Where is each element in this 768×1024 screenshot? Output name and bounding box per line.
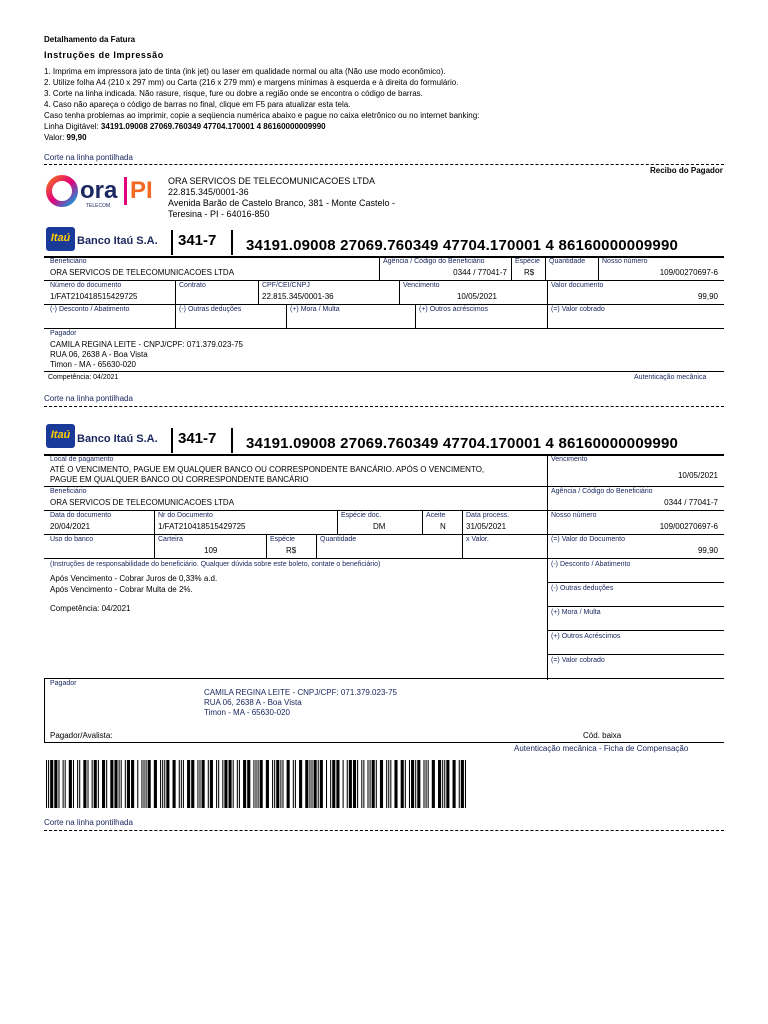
barcode-bar [405,760,406,808]
local-pagamento-line-2: PAGUE EM QUALQUER BANCO OU CORRESPONDENTE BANCÁRIO [50,475,309,484]
divider [547,654,724,655]
barcode-bar [197,760,198,808]
slip-agencia-label: Agência / Código do Beneficiário [551,488,653,495]
divider [44,328,724,329]
beneficiario-value: ORA SERVICOS DE TELECOMUNICACOES LTDA [50,268,235,277]
barcode-bar [266,760,269,808]
divider [231,230,233,255]
barcode-bar [417,760,420,808]
barcode-bar [224,760,227,808]
especie-label: Espécie [515,258,540,265]
barcode-bar [423,760,424,808]
barcode-bar [143,760,144,808]
barcode-bar [243,760,246,808]
slip-agencia-value: 0344 / 77041-7 [664,498,718,507]
barcode-bar [114,760,117,808]
slip-pagador-line-1: CAMILA REGINA LEITE - CNPJ/CPF: 071.379.023-75 [204,688,397,697]
barcode-bar [326,760,327,808]
nr-documento-label: Nr do Documento [158,512,213,519]
company-name: ORA SERVICOS DE TELECOMUNICACOES LTDA [168,176,376,186]
barcode-bar [79,760,80,808]
barcode-bar [459,760,460,808]
barcode-bar [187,760,190,808]
barcode-bar [332,760,335,808]
barcode-bar [287,760,290,808]
divider [286,304,287,328]
instruction-1: 1. Imprima em impressora jato de tinta (ink jet) ou laser em qualidade normal ou alta (Não use modo econômico). [44,67,446,76]
local-pagamento-line-1: ATÉ O VENCIMENTO, PAGUE EM QUALQUER BANCO OU CORRESPONDENTE BANCÁRIO. APÓS O VENCIMENTO, [50,465,485,474]
linha-value[interactable]: 34191.09008 27069.760349 47704.170001 4 86160000009990 [100,122,326,131]
acrescimos-label: (+) Outros acréscimos [419,306,489,313]
barcode-bar [131,760,134,808]
valor-doc-label: Valor documento [551,282,604,289]
itau-logo-slip [46,424,75,448]
divider [547,582,724,583]
quantidade-label: Quantidade [549,258,586,265]
barcode-bar [432,760,435,808]
divider [379,256,380,280]
mora-label: (+) Mora / Multa [290,306,340,313]
slip-acrescimos-label: (+) Outros Acréscimos [551,633,621,640]
barcode-bar [154,760,157,808]
data-documento-label: Data do documento [50,512,112,519]
barcode-bar [372,760,375,808]
x-valor-label: x Valor. [466,536,489,543]
divider [547,280,548,304]
problem-note: Caso tenha problemas ao imprimir, copie a seqüencia numérica abaixo e pague no caixa eletrônico ou no internet banking: [44,111,480,120]
cut-label-3: Corte na linha pontilhada [44,818,133,827]
divider [44,742,724,743]
divider [547,630,724,631]
carteira-value: 109 [204,546,218,555]
divider [44,280,724,281]
instrucao-competencia: Competência: 04/2021 [50,604,131,613]
data-process-label: Data process. [466,512,510,519]
barcode-bar [181,760,182,808]
itau-logo-text: Itaú [50,429,71,441]
instrucao-multa: Após Vencimento - Cobrar Multa de 2%. [50,585,193,594]
divider [337,510,338,534]
valor-doc-value: 99,90 [697,292,718,301]
logo-ora-text: ora [80,177,118,204]
barcode-bar [106,760,107,808]
barcode-bar [442,760,443,808]
carteira-label: Carteira [158,536,183,543]
competencia-receipt: Competência: 04/2021 [48,374,119,381]
barcode-bar [314,760,317,808]
barcode-bar [272,760,273,808]
barcode-bar [237,760,238,808]
pagador-line-1: CAMILA REGINA LEITE - CNPJ/CPF: 071.379.023-75 [50,340,243,349]
slip-vencimento-label: Vencimento [551,456,588,463]
especie-doc-label: Espécie doc. [341,512,382,519]
barcode-bar [370,760,371,808]
divider [266,534,267,558]
slip-outras-label: (-) Outras deduções [551,585,614,592]
slip-desconto-label: (-) Desconto / Abatimento [551,561,631,568]
barcode-bar [48,760,49,808]
cpf-label: CPF/CEI/CNPJ [262,282,310,289]
slip-pagador-label: Pagador [50,680,77,687]
barcode-bar [258,760,259,808]
divider [258,280,259,304]
barcode-bar [222,760,223,808]
barcode-bar [276,760,279,808]
barcode-bar [311,760,312,808]
divider [316,534,317,558]
pagador-line-2: RUA 06, 2638 A - Boa Vista [50,350,148,359]
itau-logo-text: Itaú [50,232,71,244]
barcode-bar [210,760,213,808]
linha-digitavel-slip[interactable]: 34191.09008 27069.760349 47704.170001 4 86160000009990 [246,435,679,452]
barcode-bar [83,760,86,808]
aceite-label: Aceite [426,512,446,519]
barcode-bar [166,760,169,808]
divider [154,510,155,534]
divider [44,534,724,535]
divider [545,256,546,280]
barcode-bar [50,760,53,808]
barcode-bar [305,760,308,808]
divider [44,486,724,487]
divider [175,280,176,304]
vencimento-label: Vencimento [403,282,440,289]
barcode-bar [98,760,99,808]
barcode-bar [386,760,387,808]
barcode-bar [121,760,122,808]
divider [598,256,599,280]
cut-line-2 [44,406,724,407]
valor-label: Valor: [44,133,67,142]
barcode-bar [92,760,93,808]
barcode-bar [438,760,441,808]
slip-beneficiario-value: ORA SERVICOS DE TELECOMUNICACOES LTDA [50,498,235,507]
barcode-bar [363,760,364,808]
barcode-bar [137,760,138,808]
pagador-line-3: Timon - MA - 65630-020 [50,360,136,369]
barcode-bar [446,760,449,808]
company-cnpj: 22.815.345/0001-36 [168,187,249,197]
slip-nosso-label: Nosso número [551,512,597,519]
local-pagamento-label: Local de pagamento [50,456,114,463]
barcode-bar [444,760,445,808]
barcode-bar [119,760,120,808]
divider [399,280,400,304]
numdoc-label: Número do documento [50,282,122,289]
barcode-bar [453,760,456,808]
cut-label-1: Corte na linha pontilhada [44,153,133,162]
barcode-bar [73,760,74,808]
especie-value: R$ [524,268,535,277]
divider [231,428,233,453]
barcode-bar [58,760,59,808]
barcode-bar [146,760,147,808]
barcode-bar [388,760,389,808]
barcode-bar [160,760,161,808]
barcode-bar [280,760,281,808]
instruction-2: 2. Utilize folha A4 (210 x 297 mm) ou Carta (216 x 279 mm) e margens mínimas à esquerda e à direita do formulário. [44,78,459,87]
valor-line [44,133,87,143]
logo-sub-text: TELECOM [86,203,111,209]
valor-documento-label: (=) Valor do Documento [551,536,625,543]
slip-pagador-line-2: RUA 06, 2638 A - Boa Vista [204,698,302,707]
divider [44,678,724,679]
barcode-bar [46,760,47,808]
barcode-bar [218,760,219,808]
recibo-label: Recibo do Pagador [650,166,723,175]
barcode-bar [318,760,319,808]
barcode-bar [87,760,88,808]
slip-quantidade-label: Quantidade [320,536,357,543]
contrato-label: Contrato [179,282,206,289]
barcode-bar [411,760,414,808]
vencimento-value: 10/05/2021 [456,292,497,301]
barcode-bar [247,760,250,808]
agencia-label: Agência / Código do Beneficiário [383,258,485,265]
bank-name: Banco Itaú S.A. [77,235,158,247]
company-address-2: Teresina - PI - 64016-850 [168,209,270,219]
page-title: Detalhamento da Fatura [44,35,136,44]
barcode-bar [309,760,310,808]
divider [171,230,173,255]
divider [462,510,463,534]
barcode-bar [295,760,296,808]
uso-banco-label: Uso do banco [50,536,94,543]
barcode-bar [179,760,180,808]
cut-line-3 [44,830,724,831]
nr-documento-value: 1/FAT210418515429725 [158,522,246,531]
linha-digitavel [44,122,326,132]
nosso-label: Nosso número [602,258,648,265]
barcode-bar [330,760,331,808]
company-address-1: Avenida Barão de Castelo Branco, 381 - Monte Castelo - [168,198,395,208]
barcode-bar [255,760,256,808]
especie-doc-value: DM [373,522,386,531]
barcode-bar [274,760,275,808]
barcode-bar [320,760,323,808]
slip-especie-label: Espécie [270,536,295,543]
barcode-bar [69,760,72,808]
barcode-bar [229,760,232,808]
nosso-value: 109/00270697-6 [659,268,718,277]
barcode-bar [299,760,302,808]
ora-pi-logo [44,172,164,212]
barcode-bar [183,760,184,808]
barcode-bar [239,760,240,808]
data-process-value: 31/05/2021 [466,522,507,531]
autenticacao-ficha: Autenticação mecânica - Ficha de Compensação [514,744,689,753]
valor-cobrado-label: (=) Valor cobrado [551,306,605,313]
barcode-bar [336,760,339,808]
barcode-bar [208,760,209,808]
barcode-bar [461,760,464,808]
divider [462,534,463,558]
cut-label-2: Corte na linha pontilhada [44,394,133,403]
barcode-bar [282,760,283,808]
barcode-bar [260,760,263,808]
valor-value: 99,90 [66,133,87,142]
divider [44,678,45,742]
barcode-icon [46,760,466,808]
barcode-bar [349,760,352,808]
barcode-bar [141,760,142,808]
cpf-value: 22.815.345/0001-36 [262,292,334,301]
barcode-bar [380,760,383,808]
barcode-bar [376,760,377,808]
barcode-bar [77,760,78,808]
barcode [46,760,466,808]
divider [44,371,724,372]
barcode-bar [390,760,391,808]
divider [44,558,724,559]
barcode-bar [125,760,126,808]
barcode-bar [63,760,64,808]
divider [547,304,548,328]
barcode-bar [465,760,466,808]
divider [171,428,173,453]
agencia-value: 0344 / 77041-7 [453,268,507,277]
slip-especie-value: R$ [286,546,297,555]
pagador-label: Pagador [50,330,77,337]
valor-documento-value: 99,90 [697,546,718,555]
autenticacao-receipt: Autenticação mecânica [634,374,707,381]
barcode-bar [293,760,294,808]
barcode-bar [202,760,205,808]
barcode-bar [65,760,66,808]
instructions-title: Instruções de Impressão [44,50,164,60]
barcode-bar [162,760,163,808]
cod-baixa-label: Cód. baixa [583,731,622,740]
barcode-bar [343,760,344,808]
logo-pi-text: PI [130,177,153,204]
divider [511,256,512,280]
desconto-label: (-) Desconto / Abatimento [50,306,130,313]
barcode-bar [54,760,57,808]
divider [415,304,416,328]
itau-logo [46,227,75,251]
barcode-bar [164,760,165,808]
slip-beneficiario-label: Beneficiário [50,488,87,495]
barcode-bar [353,760,356,808]
barcode-bar [127,760,130,808]
cut-line-1 [44,164,724,165]
barcode-bar [199,760,200,808]
bank-code-slip: 341-7 [178,430,217,447]
instrucoes-label: (Instruções de responsabilidade do beneficiário. Qualquer dúvida sobre este boleto, contate o beneficiário) [50,561,381,568]
barcode-bar [394,760,397,808]
bank-code: 341-7 [178,232,217,249]
barcode-bar [415,760,416,808]
barcode-bar [409,760,410,808]
divider [422,510,423,534]
divider [547,606,724,607]
divider [44,510,724,511]
barcode-bar [428,760,429,808]
slip-mora-label: (+) Mora / Multa [551,609,601,616]
slip-pagador-line-3: Timon - MA - 65630-020 [204,708,290,717]
barcode-bar [110,760,113,808]
aceite-value: N [440,522,446,531]
bank-name-slip: Banco Itaú S.A. [77,433,158,445]
divider [547,454,548,680]
linha-label: Linha Digitável: [44,122,101,131]
divider [44,454,724,456]
instruction-3: 3. Corte na linha indicada. Não rasure, risque, fure ou dobre a região onde se encontra o código de barras. [44,89,423,98]
pagador-avalista-label: Pagador/Avalista: [50,731,113,740]
barcode-bar [357,760,358,808]
barcode-bar [347,760,348,808]
barcode-bar [233,760,234,808]
data-documento-value: 20/04/2021 [50,522,91,531]
beneficiario-label: Beneficiário [50,258,87,265]
instrucao-juros: Após Vencimento - Cobrar Juros de 0,33% a.d. [50,574,218,583]
barcode-bar [401,760,404,808]
barcode-bar [367,760,368,808]
divider [44,304,724,305]
numdoc-value: 1/FAT210418515429725 [50,292,138,301]
barcode-bar [361,760,362,808]
linha-digitavel-receipt[interactable]: 34191.09008 27069.760349 47704.170001 4 86160000009990 [246,237,679,254]
divider [175,304,176,328]
barcode-bar [216,760,217,808]
barcode-bar [102,760,105,808]
slip-nosso-value: 109/00270697-6 [659,522,718,531]
outras-deducoes-label: (-) Outras deduções [179,306,242,313]
barcode-bar [148,760,151,808]
slip-cobrado-label: (=) Valor cobrado [551,657,605,664]
slip-vencimento-value: 10/05/2021 [677,471,718,480]
barcode-bar [94,760,97,808]
instruction-4: 4. Caso não apareça o código de barras no final, clique em F5 para atualizar esta tela. [44,100,351,109]
barcode-bar [191,760,194,808]
barcode-bar [426,760,427,808]
divider [154,534,155,558]
barcode-bar [173,760,176,808]
barcode-bar [253,760,254,808]
